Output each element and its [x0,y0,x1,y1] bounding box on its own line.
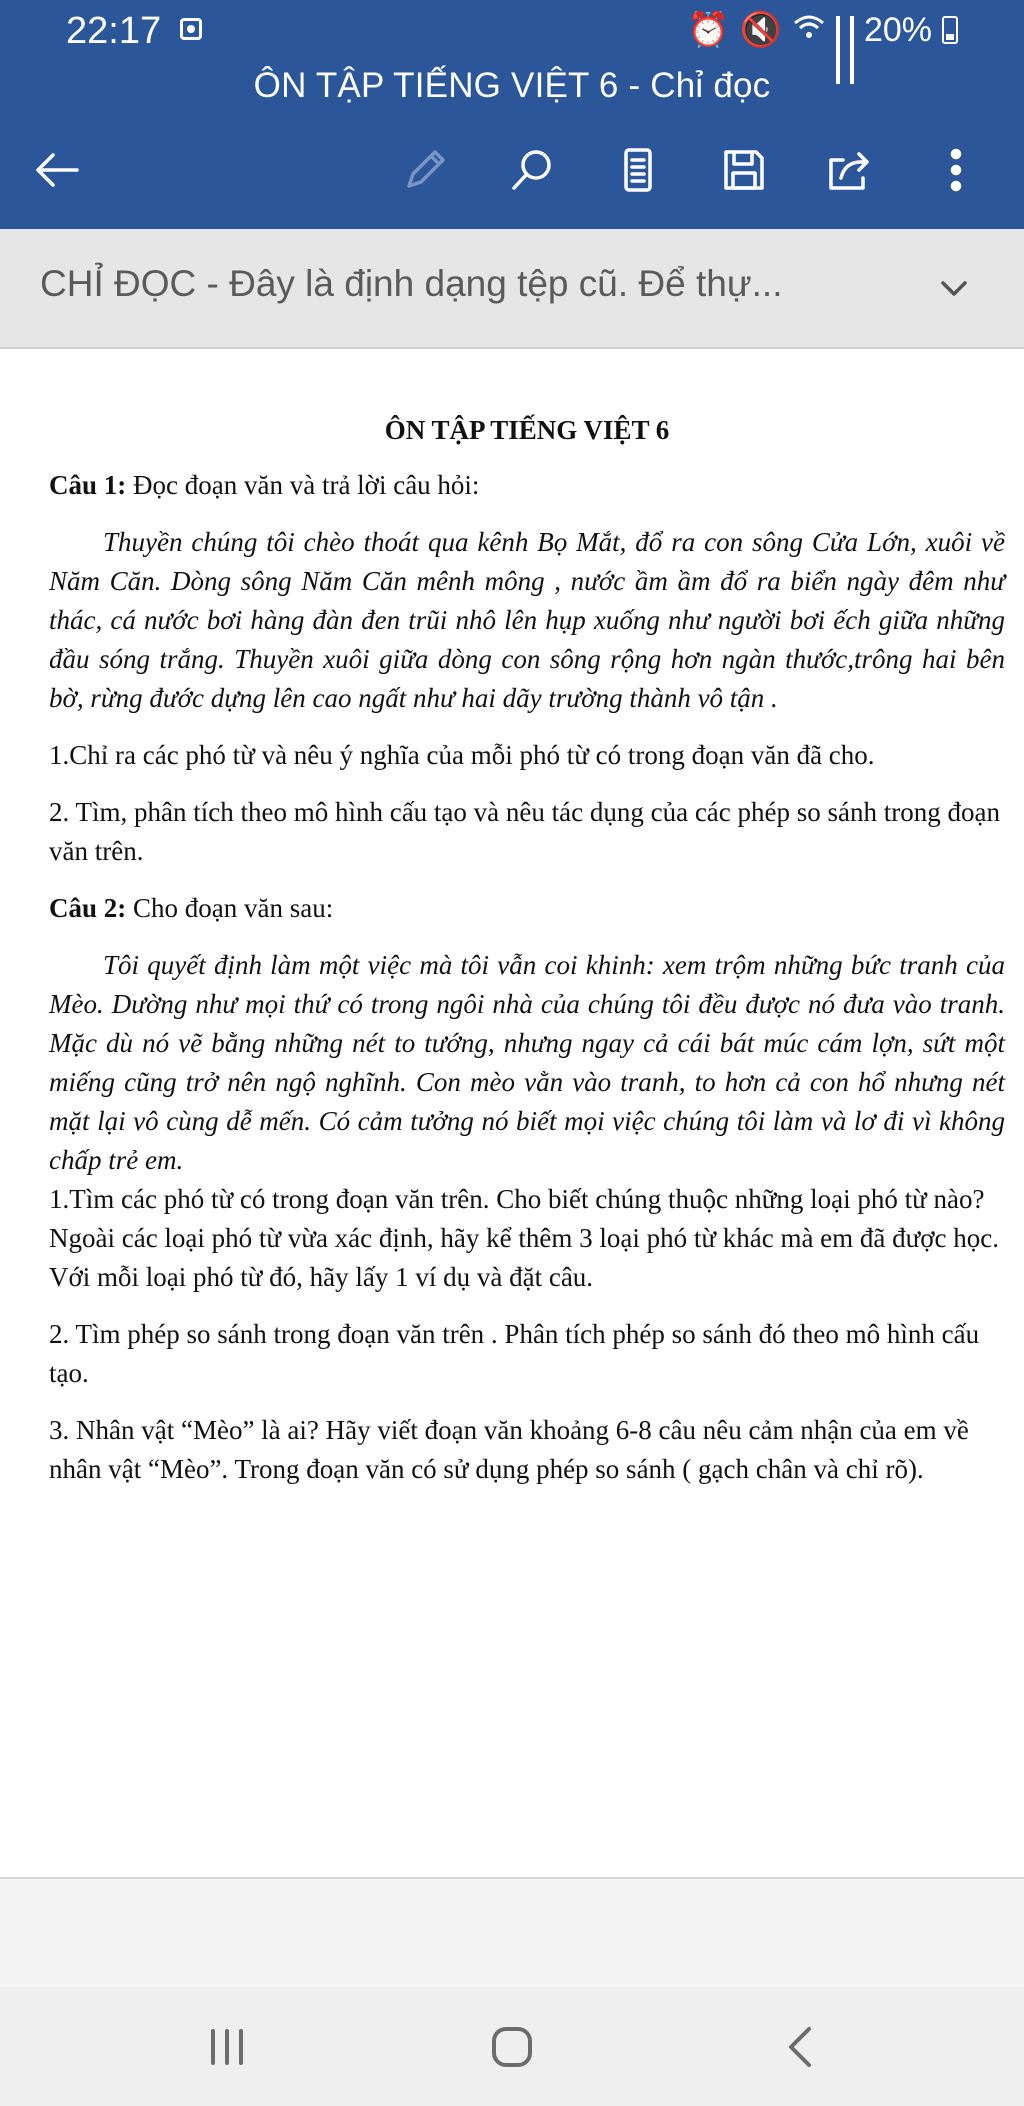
question-2-item-2: 2. Tìm phép so sánh trong đoạn văn trên . Phân tích phép so sánh đó theo mô hình cấu tạo. [49,1319,980,1388]
read-only-message: CHỈ ĐỌC - Đây là định dạng tệp cũ. Để thự... [40,263,783,304]
recent-apps-button[interactable] [167,1987,287,2106]
question-2-passage: Tôi quyết định làm một việc mà tôi vẫn coi khinh: xem trộm những bức tranh của Mèo. Dường như mọi thứ có trong ngôi nhà của chúng tôi đều được nó đưa vào tranh. Mặc dù nó vẽ bằng những nét to tướng, nhưng ngay cả cái bát múc cám lợn, sứt một miếng cũng trở nên ngộ nghĩnh. Con mèo vằn vào tranh, to hơn cả con hổ nhưng nét mặt lại vô cùng dễ mến. Có cảm tưởng nó biết mọi việc chúng tôi làm và lơ đi vì không chấp trẻ em. [49,950,1005,1175]
system-nav-bar [0,1987,1024,2106]
wifi-icon [792,11,826,50]
status-time: 22:17 [66,10,162,52]
gallery-icon [180,18,202,40]
edit-pen-icon [401,146,449,194]
home-icon [488,2023,536,2071]
status-bar [0,0,1024,62]
question-2 [49,889,1005,928]
home-button[interactable] [452,1987,572,2106]
read-only-info-bar[interactable] [0,229,1024,349]
share-button[interactable] [810,130,890,210]
question-2-prompt: Cho đoạn văn sau: [126,893,334,923]
expand-info-button[interactable] [924,259,984,319]
back-button[interactable] [18,130,98,210]
document-page[interactable] [0,349,1024,1879]
back-icon [785,2025,815,2069]
nav-back-button[interactable] [740,1987,860,2106]
signal-icon [836,16,840,44]
more-options-button[interactable] [916,130,996,210]
search-icon [508,146,556,194]
edit-button[interactable] [385,130,465,210]
question-1-passage: Thuyền chúng tôi chèo thoát qua kênh Bọ Mắt, đổ ra con sông Cửa Lớn, xuôi về Năm Căn. Dòng sông Năm Căn mênh mông , nước ầm ầm đổ ra biển ngày đêm như thác, cá nước bơi hàng đàn đen trũi nhô lên hụp xuống như người bơi ếch giữa những đầu sóng trắng. Thuyền xuôi giữa dòng con sông rộng hơn ngàn thước,trông hai bên bờ, rừng đước dựng lên cao ngất như hai dãy trường thành vô tận . [49,527,1005,713]
share-icon [825,146,875,194]
battery-icon [942,16,958,44]
question-1-item-2: 2. Tìm, phân tích theo mô hình cấu tạo và nêu tác dụng của các phép so sánh trong đoạn văn trên. [49,797,1000,866]
app-bar [0,0,1024,229]
save-button[interactable] [704,130,784,210]
status-icons [687,10,958,50]
chevron-down-icon [939,279,969,299]
question-2-label: Câu 2: [49,893,127,923]
recent-apps-icon [205,2027,249,2067]
toolbar [0,130,1024,210]
reading-view-icon [618,146,658,194]
reading-view-button[interactable] [598,130,678,210]
more-vert-icon [946,146,966,194]
signal-icon [850,16,854,44]
question-1 [49,466,1005,505]
battery-text: 20% [863,10,932,49]
document-heading: ÔN TẬP TIẾNG VIỆT 6 [384,415,670,445]
search-button[interactable] [492,130,572,210]
question-2-item-1: 1.Tìm các phó từ có trong đoạn văn trên. Cho biết chúng thuộc những loại phó từ nào? Ngoài các loại phó từ vừa xác định, hãy kể thêm 3 loại phó từ khác mà em đã được học. Với mỗi loại phó từ đó, hãy lấy 1 ví dụ và đặt câu. [49,1184,1000,1292]
document-title-bar: ÔN TẬP TIẾNG VIỆT 6 - Chỉ đọc [253,66,771,105]
question-1-item-1: 1.Chỉ ra các phó từ và nêu ý nghĩa của mỗi phó từ có trong đoạn văn đã cho. [49,740,875,770]
question-2-item-3: 3. Nhân vật “Mèo” là ai? Hãy viết đoạn văn khoảng 6-8 câu nêu cảm nhận của em về nhân vật “Mèo”. Trong đoạn văn có sử dụng phép so sánh ( gạch chân và chỉ rõ). [49,1415,969,1484]
mute-icon: 🔇 [739,11,782,49]
back-arrow-icon [33,150,83,190]
save-icon [720,146,768,194]
alarm-icon: ⏰ [687,11,730,49]
document-content [49,411,1005,1489]
question-1-prompt: Đọc đoạn văn và trả lời câu hỏi: [126,470,480,500]
question-1-label: Câu 1: [49,470,127,500]
